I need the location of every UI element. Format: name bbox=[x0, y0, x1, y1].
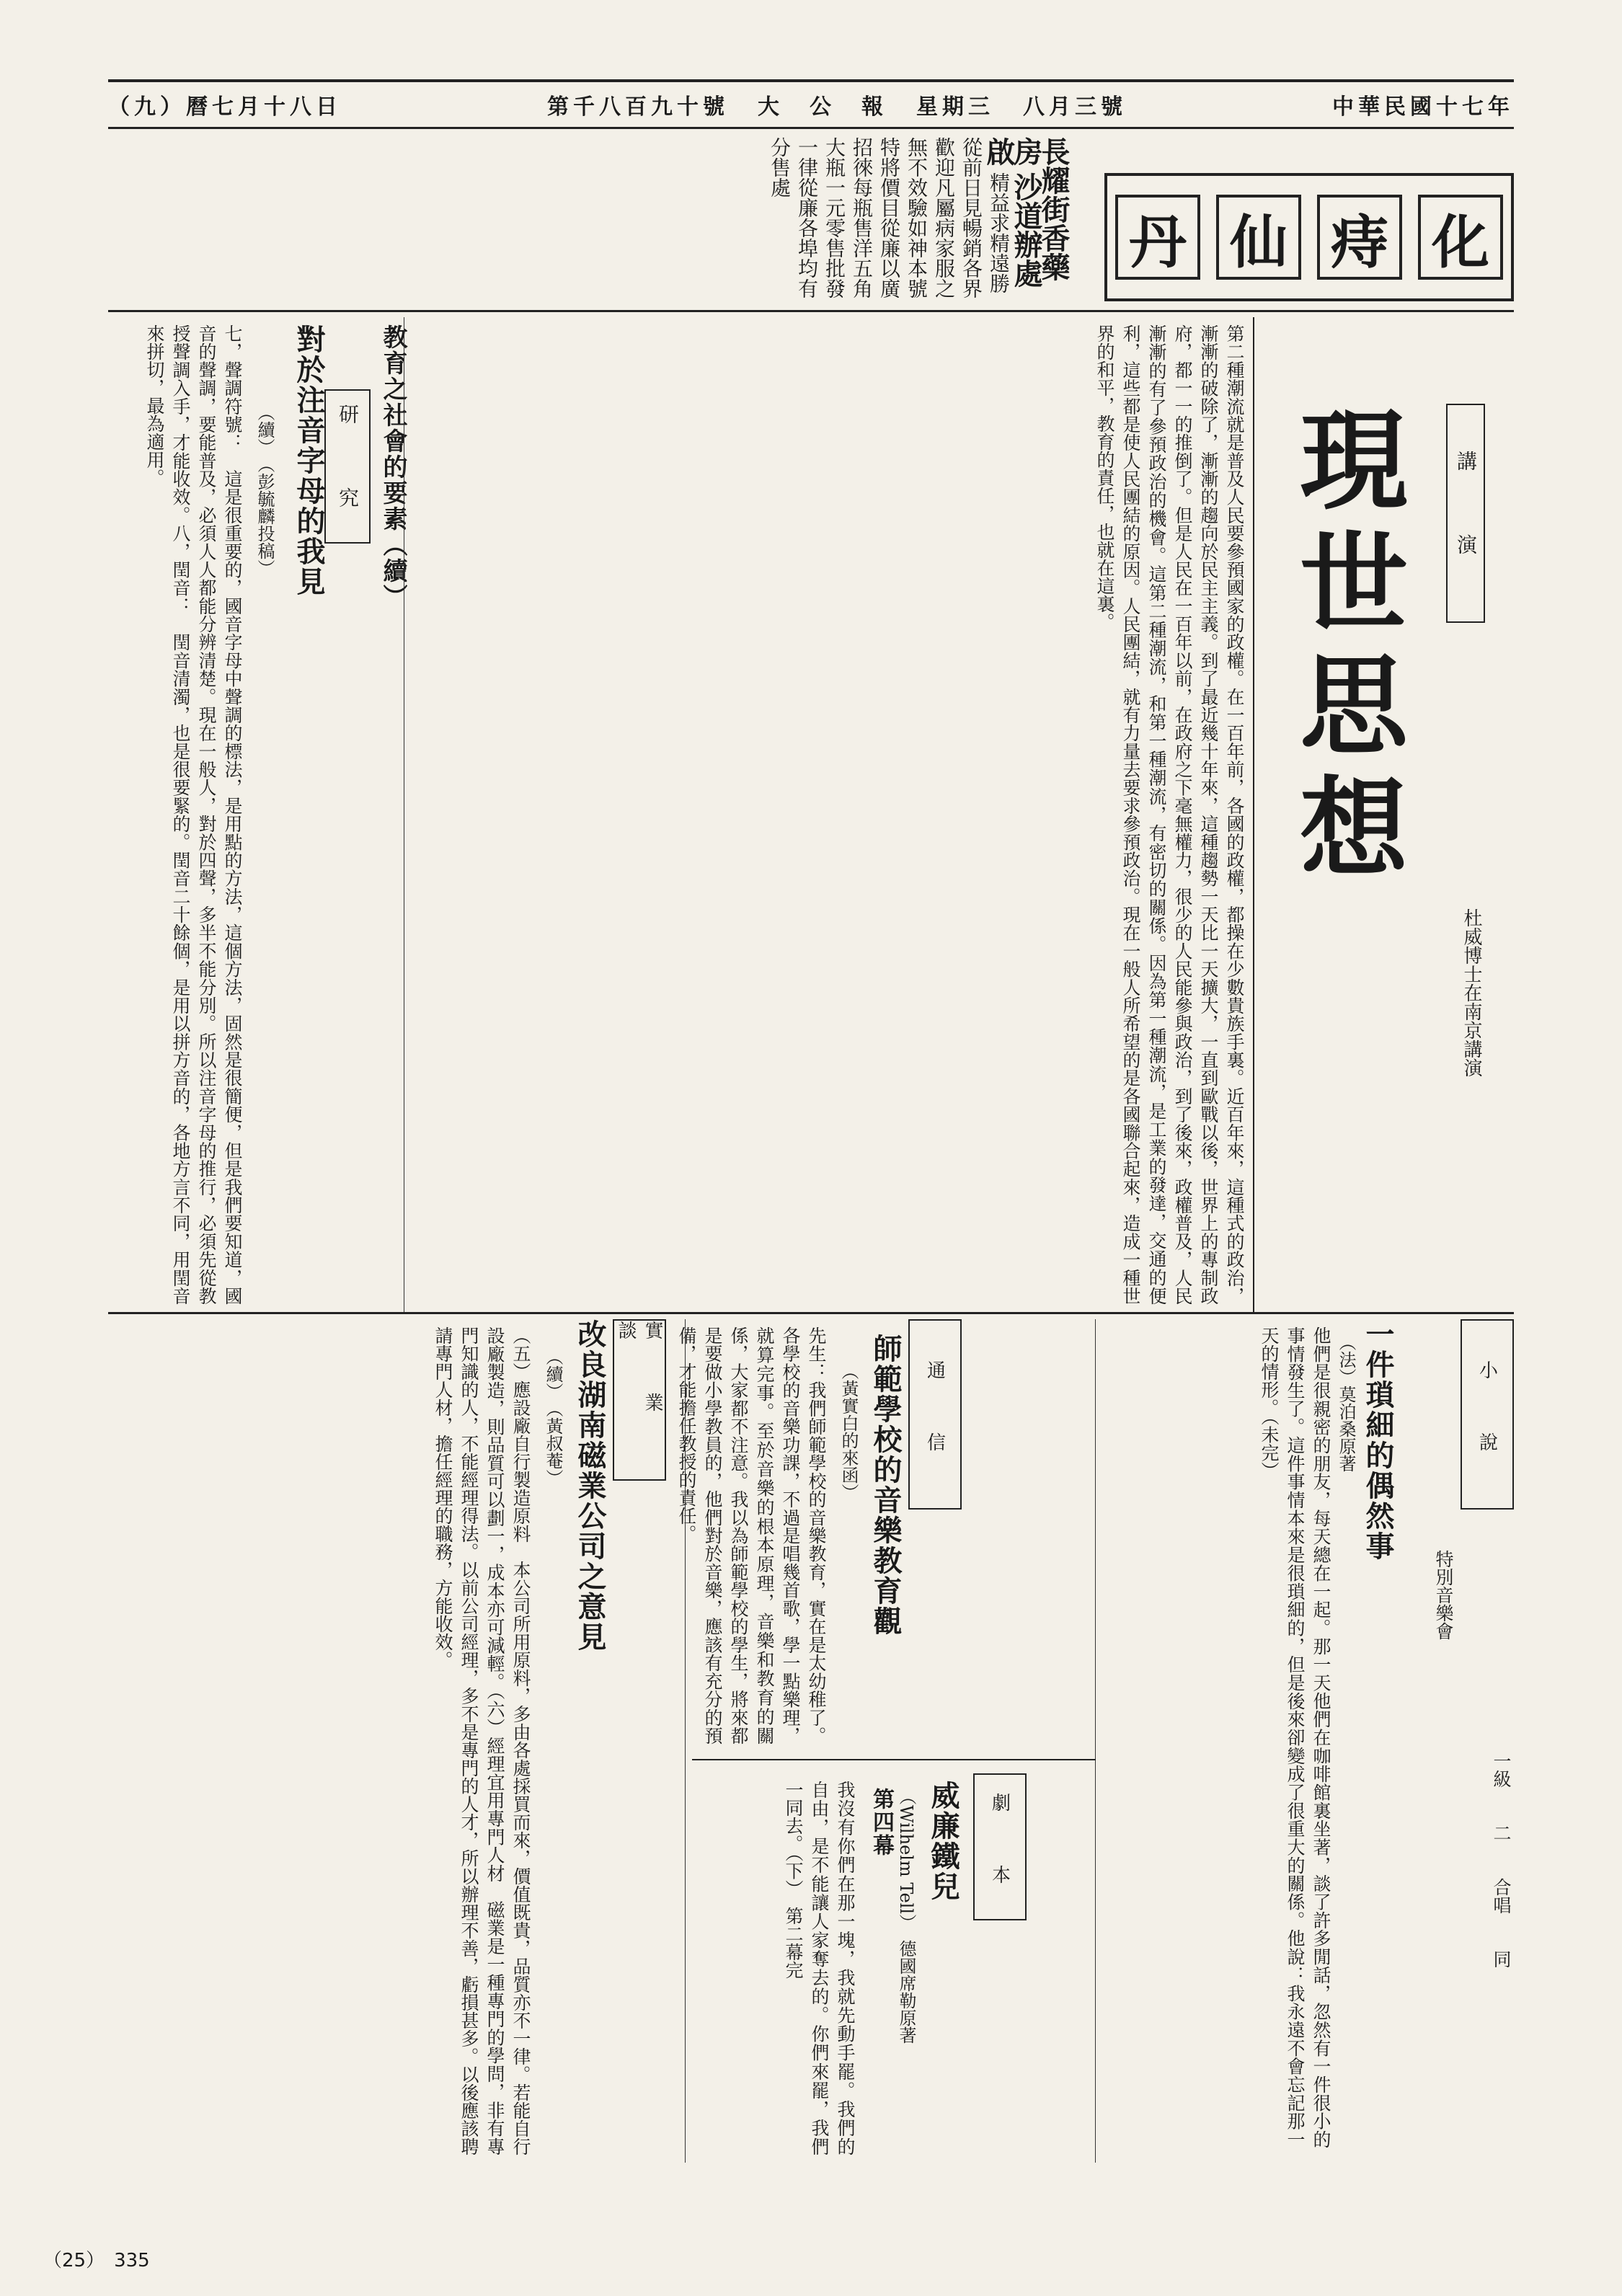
drama-title: 威廉鐵兒 bbox=[926, 1781, 960, 1902]
correspondence-byline: （黃實白的來函） bbox=[838, 1362, 859, 1501]
drama-section-label: 劇 本 bbox=[973, 1773, 1027, 1920]
advertisement-row bbox=[108, 130, 1514, 312]
brand-char: 痔 bbox=[1317, 195, 1402, 280]
page-number: （25） 335 bbox=[43, 2250, 150, 2271]
lecture-byline: 杜威博士在南京講演 bbox=[1461, 908, 1482, 1077]
brand-char: 丹 bbox=[1115, 195, 1200, 280]
drama-author: （Wilhelm Tell） 德國席勒原著 bbox=[896, 1788, 916, 2044]
masthead-date: 八月三號 bbox=[1023, 94, 1127, 120]
upper-section bbox=[108, 317, 1514, 1314]
drama-body: 我沒有你們在那一塊，我就先動手罷。我們的自由，是不能讓人家奪去的。你們來罷，我們一同去。（下） 第二幕完 bbox=[783, 1781, 856, 2155]
novel-title: 一件瑣細的偶然事 bbox=[1361, 1319, 1395, 1561]
brand-char: 化 bbox=[1418, 195, 1503, 280]
research-section-label: 研 究 bbox=[324, 389, 371, 544]
correspondence-title: 師範學校的音樂教育觀 bbox=[869, 1334, 903, 1636]
research-byline: （續） （彭毓麟投稿） bbox=[254, 404, 275, 577]
medicine-brand: 長耀街香藥房 bbox=[1009, 137, 1071, 281]
brand-char: 仙 bbox=[1216, 195, 1301, 280]
industry-section-label: 實 業 談 bbox=[613, 1319, 666, 1481]
research-body: 七，聲調符號： 這是很重要的，國音字母中聲調的標法，是用點的方法，這個方法，固然是很簡便，但是我們要知道，國音的聲調，要能普及，必須人人都能分辨清楚。現在一般人，對於四聲，多半不能分別。所以注音字母的推行，必須先從教授聲調入手，才能收效。八，閏音： 閏音清濁，也是很要緊的。閏音二十餘個，是用以拼方音的，各地方言不同，用閏音來拼切，最為適用。 bbox=[144, 324, 243, 1305]
lecture-section-label: 講 演 bbox=[1446, 404, 1485, 623]
masthead-weekday: 星期三 bbox=[916, 94, 994, 120]
column-divider bbox=[1095, 1319, 1096, 2163]
correspondence-section-label: 通 信 bbox=[908, 1319, 962, 1510]
section-divider bbox=[692, 1759, 1096, 1760]
masthead-paper: 大 公 報 bbox=[758, 94, 887, 120]
lecture-subtitle: 教育之社會的要素（續） bbox=[378, 324, 407, 610]
brand-advertisement bbox=[1104, 173, 1514, 301]
masthead bbox=[108, 79, 1514, 129]
schedule-row: 一級 二 合唱 同 bbox=[1491, 1752, 1512, 1968]
lecture-body: 第二種潮流就是普及人民要參預國家的政權。在一百年前，各國的政權，都操在少數貴族手裏。近百年來，這種式的政治，漸漸的破除了，漸漸的趨向於民主主義。到了最近幾十年來，這種趨勢一天比一天擴大，一直到歐戰以後，世界上的專制政府，都一一的推倒了。但是人民在一百年以前，在政府之下毫無權力，很少的人民能參與政治，到了後來，政權普及，人民漸漸的有了參預政治的機會。這第二種潮流，和第一種潮流，有密切的關係。因為第一種潮流，是工業的發達，交通的便利，這些都是使人民團結的原因。人民團結，就有力量去要求參預政治。現在一般人所希望的是各國聯合起來，造成一種世界的和平，教育的責任，也就在這裏。 bbox=[1094, 324, 1245, 1305]
medicine-text: 精益求精遠勝從前日見暢銷各界歡迎凡屬病家服之無不效驗如神本號特將價目從廉以廣招徠每瓶售洋五角大瓶一元零售批發一律從廉各埠均有分售處 bbox=[768, 137, 1011, 298]
lecture-title: 現世思想 bbox=[1281, 404, 1408, 894]
masthead-issue: 第千八百九十號 bbox=[547, 94, 729, 120]
lecture-title-block bbox=[1253, 317, 1514, 1312]
medicine-advertisement bbox=[108, 137, 1071, 306]
industry-byline: （續） （黃叔菴） bbox=[543, 1348, 563, 1486]
novel-author: （法）莫泊桑原著 bbox=[1336, 1334, 1356, 1472]
masthead-left: （九）曆七月十八日 bbox=[108, 94, 342, 120]
schedule-title: 特別音樂會 bbox=[1433, 1550, 1454, 1640]
newspaper-page bbox=[43, 79, 1514, 2271]
column-divider bbox=[685, 1319, 686, 2163]
masthead-right: 中華民國十七年 bbox=[1332, 94, 1514, 120]
medicine-agent: 沙道辦處啟 bbox=[982, 137, 1043, 288]
industry-body: （五）應設廠自行製造原料 本公司所用原料，多由各處採買而來，價值既貴，品質亦不一律。若能自行設廠製造，則品質可以劃一，成本亦可減輕。（六）經理宜用專門人材 磁業是一種專門的學問，非有專門知識的人，不能經理得法。以前公司經理，多不是專門的人才，所以辦理不善，虧損甚多。以後應該聘請專門人材，擔任經理的職務，方能收效。 bbox=[433, 1326, 531, 2155]
industry-title: 改良湖南磁業公司之意見 bbox=[573, 1319, 607, 1652]
research-title: 對於注音字母的我見 bbox=[292, 324, 326, 597]
correspondence-body: 先生：我們師範學校的音樂教育，實在是太幼稚了。各學校的音樂功課，不過是唱幾首歌，學一點樂理，就算完事。至於音樂的根本原理，音樂和教育的關係，大家都不注意。我以為師範學校的學生，將來都是要做小學教員的，他們對於音樂，應該有充分的預備，才能擔任教授的責任。 bbox=[676, 1326, 827, 1745]
drama-act: 第四幕 bbox=[869, 1788, 894, 1857]
lower-section bbox=[108, 1319, 1514, 2163]
novel-body: 他們是很親密的朋友，每天總在一起。那一天他們在咖啡館裏坐著，談了許多閒話，忽然有一件很小的事情發生了。這件事情本來是很瑣細的，但是後來卻變成了很重大的關係。他說：我永遠不會忘記那一天的情形。（未完） bbox=[1259, 1326, 1331, 2148]
novel-section-label: 小 說 bbox=[1461, 1319, 1514, 1510]
masthead-center bbox=[547, 89, 1127, 120]
